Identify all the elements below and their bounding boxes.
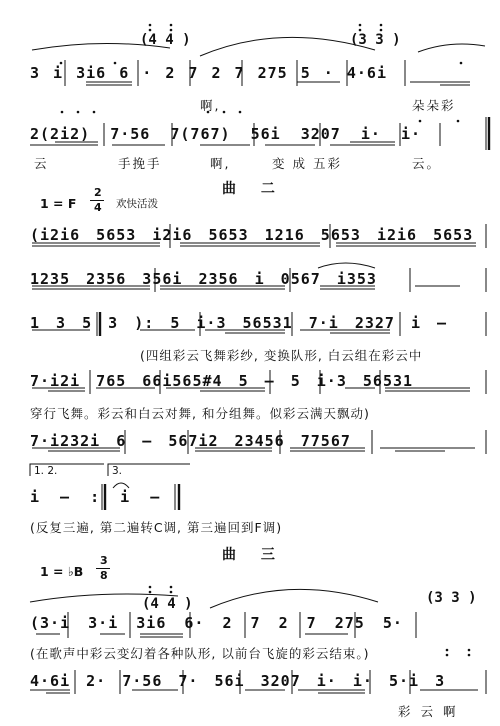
- line10-notes: 4·6i 2· 7·56 7· 56i 3207 i· i· 5·i 3: [30, 672, 446, 690]
- section3-meter-bottom: 8: [100, 569, 108, 582]
- line2-lyric-5: 云。: [412, 156, 442, 171]
- section2-key: 1 = F: [40, 196, 77, 211]
- line9-notes: (3·i 3·i 3i6 6· 2 7 2 7 275 5·: [30, 614, 403, 632]
- line10-lyric: 彩 云 啊: [398, 704, 459, 719]
- section2-tempo: 欢快活泼: [116, 198, 158, 210]
- line5-lyric: (四组彩云飞舞彩纱, 变换队形, 白云组在彩云中: [140, 348, 423, 363]
- line6-notes: 7·i2i 765 66i565#4 5 – 5 i·3 56531: [30, 372, 414, 390]
- line2-lyric-4: 变 成 五彩: [272, 156, 342, 171]
- section2-meter-top: 2: [94, 186, 102, 199]
- line1-bracket-right: (3 3 ): [350, 32, 401, 48]
- line3-notes: (i2i6 5653 i2i6 5653 1216 5653 i2i6 5653: [30, 226, 474, 244]
- line8-lyric: (反复三遍, 第二遍转C调, 第三遍回到F调): [30, 520, 283, 535]
- line8-volta-1: 1. 2.: [34, 465, 58, 477]
- section3-title: 曲 三: [222, 547, 285, 563]
- line8-notes: i – : i –: [30, 488, 161, 506]
- line6-lyric: 穿行飞舞。彩云和白云对舞, 和分组舞。似彩云满天飘动): [30, 406, 370, 421]
- line8-volta-2: 3.: [112, 465, 123, 477]
- line2-lyric-1: 云: [34, 156, 49, 171]
- line1-lyric-b: 朵朵彩: [412, 98, 456, 113]
- line9-lyric: (在歌声中彩云变幻着各种队形, 以前台飞旋的彩云结束。): [30, 646, 370, 661]
- line1-notes: 3 i 3i6 6 · 2 7 2 7 275 5 · 4·6i: [30, 64, 387, 82]
- line9-bracket-right: (3 3 ): [426, 590, 477, 606]
- line1-bracket-left: (4 4 ): [140, 32, 191, 48]
- line9-bracket-left: (4 4 ): [142, 596, 193, 612]
- section3-key: 1 = ♭B: [40, 564, 84, 579]
- section3-meter-top: 3: [100, 554, 108, 567]
- section2-title: 曲 二: [222, 181, 285, 197]
- section2-meter-bottom: 4: [94, 201, 102, 214]
- line4-notes: 1235 2356 356i 2356 i 0567 i353: [30, 270, 377, 288]
- line2-lyric-3: 啊,: [210, 156, 231, 171]
- line5-notes: 1 3 5 3 ): 5 i·3 56531 7·i 2327 i –: [30, 314, 448, 332]
- line1-lyric-a: 啊,: [200, 98, 221, 113]
- line2-notes: 2(2i2) 7·56 7(767) 56i 3207 i· i·: [30, 125, 422, 143]
- line2-lyric-2: 手挽手: [118, 156, 162, 171]
- line7-notes: 7·i232i 6 – 567i2 23456 77567: [30, 432, 351, 450]
